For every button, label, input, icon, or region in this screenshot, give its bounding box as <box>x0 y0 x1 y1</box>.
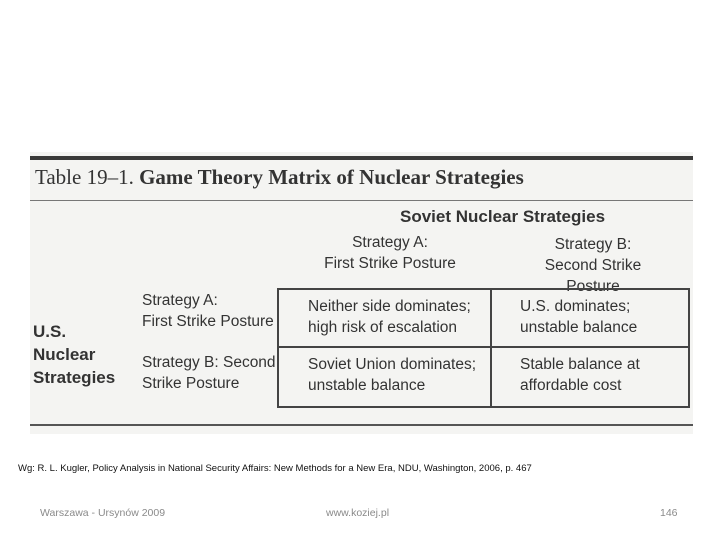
matrix-cell-b-b: Stable balance at affordable cost <box>520 356 640 394</box>
matrix-column-divider <box>490 290 492 406</box>
top-rule <box>30 156 693 160</box>
us-strategies-heading: U.S. Nuclear Strategies <box>33 322 116 387</box>
soviet-strategies-heading: Soviet Nuclear Strategies <box>400 207 606 226</box>
matrix-row-divider <box>279 346 688 348</box>
bottom-rule <box>30 424 693 426</box>
table-title <box>35 165 524 190</box>
footer-location: Warszawa - Ursynów 2009 <box>40 507 166 519</box>
table-name: Game Theory Matrix of Nuclear Strategies <box>139 165 524 189</box>
column-header-strategy-b: Strategy B: Second Strike Posture <box>544 236 642 295</box>
column-header-strategy-a: Strategy A: First Strike Posture <box>324 234 456 272</box>
footer-website: www.koziej.pl <box>326 507 390 519</box>
matrix-cell-a-b: U.S. dominates; unstable balance <box>520 298 638 336</box>
title-rule <box>30 200 693 201</box>
source-citation: Wg: R. L. Kugler, Policy Analysis in National Security Affairs: New Methods for a New Era, NDU, Washington, 2006, p. 467 <box>18 463 532 474</box>
payoff-matrix <box>277 288 690 408</box>
row-header-strategy-b: Strategy B: Second Strike Posture <box>142 354 276 392</box>
page-number: 146 <box>660 507 678 519</box>
matrix-cell-b-a: Soviet Union dominates; unstable balance <box>308 356 477 394</box>
matrix-cell-a-a: Neither side dominates; high risk of escalation <box>308 298 471 336</box>
table-number: Table 19–1. <box>35 165 134 189</box>
scanned-table-image <box>30 152 693 434</box>
row-header-strategy-a: Strategy A: First Strike Posture <box>142 292 274 330</box>
